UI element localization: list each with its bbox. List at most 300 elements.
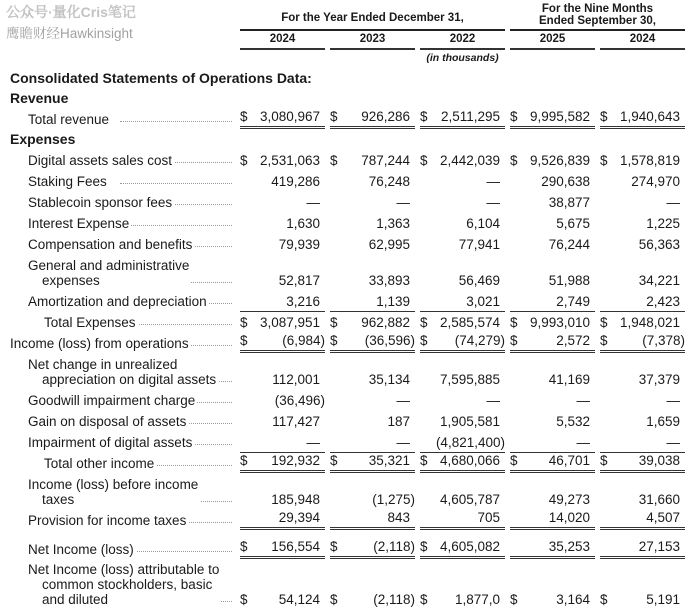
- dollar-sign: $: [330, 109, 338, 124]
- value-cell: [510, 353, 595, 389]
- value-text: 41,169: [548, 372, 590, 387]
- value-cell: [420, 311, 505, 332]
- row-label-text: Total other income: [44, 456, 155, 471]
- value-text: 787,244: [361, 153, 410, 168]
- dollar-sign: $: [510, 315, 518, 330]
- row-label-text: Income (loss) from operations: [10, 336, 189, 351]
- value-text: 35,134: [368, 372, 410, 387]
- dollar-sign: $: [600, 333, 608, 348]
- value-text: 274,970: [631, 174, 680, 189]
- value-text: (7,378): [642, 333, 685, 348]
- value-cell: [420, 254, 505, 290]
- row-label: [0, 393, 236, 408]
- table-row: [0, 290, 700, 311]
- value-text: 290,638: [541, 174, 590, 189]
- value-cell: [510, 212, 595, 233]
- value-text: 1,225: [646, 216, 680, 231]
- value-cell: [420, 149, 505, 170]
- row-label: [10, 132, 510, 147]
- value-cell: [600, 191, 685, 212]
- row-label-text: Compensation and benefits: [28, 237, 193, 252]
- value-cell: [240, 452, 325, 473]
- dollar-sign: $: [240, 592, 248, 607]
- value-cell: [330, 452, 415, 473]
- value-text: 9,526,839: [529, 153, 590, 168]
- value-text: 39,038: [638, 453, 680, 468]
- dollar-sign: $: [510, 109, 518, 124]
- row-label-text: and diluted: [42, 592, 109, 607]
- row-label: [0, 294, 236, 309]
- value-text: —: [666, 435, 680, 450]
- value-cell: [240, 559, 325, 609]
- value-text: —: [666, 195, 680, 210]
- value-text: 9,995,582: [529, 109, 590, 124]
- dot-leader: [120, 183, 232, 184]
- value-text: (36,596): [364, 333, 415, 348]
- row-label: [10, 91, 510, 106]
- value-cell: [240, 212, 325, 233]
- row-label: [0, 112, 236, 127]
- value-cell: [510, 559, 595, 609]
- value-cell: [330, 149, 415, 170]
- dollar-sign: $: [330, 539, 338, 554]
- value-cell: [510, 389, 595, 410]
- value-cell: [600, 389, 685, 410]
- value-text: —: [396, 435, 410, 450]
- row-label-text: Goodwill impairment charge: [28, 393, 196, 408]
- value-text: 14,020: [548, 510, 590, 525]
- value-cell: [240, 254, 325, 290]
- value-text: 2,423: [646, 294, 680, 309]
- value-text: 926,286: [361, 109, 410, 124]
- row-label: [0, 258, 236, 288]
- table-row: [0, 353, 700, 389]
- dollar-sign: $: [240, 453, 248, 468]
- year-header: 2024: [269, 33, 296, 45]
- value-text: 3,164: [556, 592, 590, 607]
- row-label-text: Revenue: [10, 90, 69, 106]
- row-label-text: Interest Expense: [28, 216, 130, 231]
- watermark-corner: 鹰瞻财经Hawkinsight: [6, 26, 133, 41]
- row-label-text: Total revenue: [28, 112, 110, 127]
- row-label: [0, 237, 236, 252]
- dollar-sign: $: [600, 153, 608, 168]
- value-text: 2,511,295: [440, 109, 500, 124]
- year-rule: [420, 48, 505, 50]
- value-cell: [420, 410, 505, 431]
- value-cell: [420, 332, 505, 353]
- value-cell: [330, 191, 415, 212]
- value-cell: [330, 108, 415, 129]
- value-cell: [420, 353, 505, 389]
- row-label-text: Provision for income taxes: [28, 513, 187, 528]
- value-cell: [600, 410, 685, 431]
- row-label-text: Income (loss) before income: [28, 477, 199, 492]
- table-row: [0, 108, 700, 129]
- value-cell: [600, 538, 685, 559]
- value-cell: [330, 473, 415, 509]
- value-cell: [420, 431, 505, 452]
- dollar-sign: $: [240, 315, 248, 330]
- value-cell: [510, 452, 595, 473]
- table-row: [0, 149, 700, 170]
- value-text: 5,532: [556, 414, 590, 429]
- value-text: 5,191: [646, 592, 680, 607]
- value-cell: [510, 509, 595, 530]
- value-text: (4,821,400): [435, 435, 505, 450]
- dollar-sign: $: [240, 153, 248, 168]
- value-cell: [240, 538, 325, 559]
- value-text: 2,572: [556, 333, 590, 348]
- value-cell: [510, 233, 595, 254]
- value-text: 1,940,643: [619, 109, 680, 124]
- value-cell: [600, 311, 685, 332]
- value-cell: [510, 311, 595, 332]
- value-text: 2,442,039: [439, 153, 500, 168]
- value-text: —: [486, 393, 500, 408]
- value-cell: [420, 509, 505, 530]
- value-cell: [510, 254, 595, 290]
- value-cell: [420, 191, 505, 212]
- table-row: [0, 473, 700, 509]
- value-cell: [600, 290, 685, 311]
- value-cell: [330, 509, 415, 530]
- value-cell: [420, 290, 505, 311]
- dollar-sign: $: [420, 539, 428, 554]
- dot-leader: [120, 121, 232, 122]
- value-text: —: [306, 435, 320, 450]
- value-cell: [600, 353, 685, 389]
- value-text: 35,253: [548, 539, 590, 554]
- value-text: 1,659: [646, 414, 680, 429]
- value-cell: [330, 290, 415, 311]
- row-label: [0, 336, 236, 351]
- value-text: 1,363: [376, 216, 410, 231]
- row-label-text: Impairment of digital assets: [28, 435, 193, 450]
- row-label-text: Net Income (loss) attributable to: [28, 562, 220, 577]
- row-label-text: Net change in unrealized: [28, 357, 178, 372]
- value-text: 1,578,819: [619, 153, 680, 168]
- dollar-sign: $: [420, 109, 428, 124]
- nine-months-header: [510, 3, 685, 27]
- value-text: 3,021: [466, 294, 500, 309]
- value-text: 192,932: [271, 453, 320, 468]
- value-text: —: [486, 195, 500, 210]
- value-cell: [240, 290, 325, 311]
- row-label: [0, 174, 236, 189]
- dollar-sign: $: [600, 453, 608, 468]
- value-cell: [330, 410, 415, 431]
- value-text: 51,988: [548, 273, 590, 288]
- value-text: 1,905,581: [439, 414, 500, 429]
- value-text: 4,680,066: [439, 453, 500, 468]
- year-header: 2025: [539, 33, 566, 45]
- value-cell: [330, 538, 415, 559]
- value-cell: [330, 170, 415, 191]
- dot-leader: [120, 225, 232, 226]
- value-text: 6,104: [466, 216, 500, 231]
- value-cell: [240, 332, 325, 353]
- value-text: 79,939: [278, 237, 320, 252]
- dollar-sign: $: [510, 153, 518, 168]
- value-cell: [420, 233, 505, 254]
- value-text: 962,882: [361, 315, 410, 330]
- value-cell: [600, 509, 685, 530]
- value-text: 76,248: [368, 174, 410, 189]
- value-text: 3,087,951: [259, 315, 320, 330]
- value-text: —: [396, 393, 410, 408]
- header-rule: [510, 29, 685, 31]
- nine-months-header-line1: For the Nine Months: [541, 3, 654, 15]
- value-cell: [420, 212, 505, 233]
- dollar-sign: $: [420, 153, 428, 168]
- table-row: [0, 332, 700, 353]
- year-rule: [600, 48, 685, 50]
- dollar-sign: $: [330, 453, 338, 468]
- value-text: 1,948,021: [619, 315, 680, 330]
- dollar-sign: $: [510, 453, 518, 468]
- watermark: 公众号·量化Cris笔记: [6, 4, 136, 20]
- value-cell: [510, 473, 595, 509]
- header-rule: [240, 29, 505, 31]
- value-cell: [420, 170, 505, 191]
- row-label-text: taxes: [42, 492, 75, 507]
- value-cell: [240, 431, 325, 452]
- value-cell: [600, 233, 685, 254]
- year-header: 2022: [449, 33, 476, 45]
- value-cell: [510, 170, 595, 191]
- value-cell: [240, 473, 325, 509]
- row-label-text: Consolidated Statements of Operations Data:: [10, 70, 312, 86]
- table-row: [0, 431, 700, 452]
- value-text: 185,948: [271, 492, 320, 507]
- value-cell: [330, 254, 415, 290]
- dollar-sign: $: [330, 315, 338, 330]
- value-cell: [240, 233, 325, 254]
- table-row: [0, 410, 700, 431]
- section-heading-row: [0, 88, 700, 108]
- value-cell: [240, 509, 325, 530]
- value-text: 2,585,574: [439, 315, 500, 330]
- value-cell: [600, 473, 685, 509]
- table-row: [0, 233, 700, 254]
- value-text: 419,286: [271, 174, 320, 189]
- value-text: 4,605,787: [439, 492, 500, 507]
- value-text: 705: [477, 510, 500, 525]
- value-text: 49,273: [548, 492, 590, 507]
- value-text: 4,605,082: [439, 539, 500, 554]
- table-row: [0, 509, 700, 530]
- value-cell: [420, 452, 505, 473]
- value-cell: [420, 559, 505, 609]
- row-label: [0, 315, 236, 330]
- value-cell: [420, 389, 505, 410]
- value-text: 2,749: [556, 294, 590, 309]
- value-text: 4,507: [646, 510, 680, 525]
- value-text: 187: [387, 414, 410, 429]
- table-row: [0, 452, 700, 473]
- value-cell: [240, 170, 325, 191]
- row-label-text: General and administrative: [28, 258, 190, 273]
- value-text: —: [306, 195, 320, 210]
- value-text: 76,244: [548, 237, 590, 252]
- value-cell: [240, 389, 325, 410]
- row-label: [0, 477, 236, 507]
- dollar-sign: $: [600, 592, 608, 607]
- value-cell: [600, 254, 685, 290]
- value-text: 46,701: [548, 453, 590, 468]
- section-heading-row: [0, 129, 700, 149]
- value-text: 56,469: [458, 273, 500, 288]
- value-cell: [330, 332, 415, 353]
- dollar-sign: $: [600, 315, 608, 330]
- value-text: 33,893: [368, 273, 410, 288]
- row-label: [0, 542, 236, 557]
- value-text: —: [576, 393, 590, 408]
- value-cell: [600, 559, 685, 609]
- value-cell: [600, 149, 685, 170]
- value-text: —: [486, 174, 500, 189]
- value-text: 62,995: [368, 237, 410, 252]
- value-cell: [510, 538, 595, 559]
- value-text: 56,363: [638, 237, 680, 252]
- value-cell: [330, 233, 415, 254]
- year-rule: [240, 48, 325, 50]
- value-text: 52,817: [278, 273, 320, 288]
- value-text: —: [576, 435, 590, 450]
- table-row: [0, 191, 700, 212]
- value-cell: [330, 389, 415, 410]
- value-text: 9,993,010: [529, 315, 590, 330]
- row-label: [10, 71, 510, 86]
- value-text: (2,118): [373, 592, 415, 607]
- value-text: —: [396, 195, 410, 210]
- year-group-header: For the Year Ended December 31,: [281, 12, 464, 24]
- value-cell: [240, 353, 325, 389]
- value-cell: [420, 108, 505, 129]
- table-row: [0, 254, 700, 290]
- value-text: 27,153: [638, 539, 680, 554]
- value-text: 7,595,885: [439, 372, 500, 387]
- value-cell: [330, 311, 415, 332]
- value-text: 112,001: [272, 372, 320, 387]
- value-text: 3,216: [286, 294, 320, 309]
- dollar-sign: $: [240, 539, 248, 554]
- value-cell: [420, 473, 505, 509]
- row-label: [0, 435, 236, 450]
- dollar-sign: $: [420, 315, 428, 330]
- row-label-text: Expenses: [10, 131, 76, 147]
- nine-months-header-line2: Ended September 30,: [539, 15, 656, 27]
- value-text: 54,124: [278, 592, 320, 607]
- row-label: [0, 562, 236, 607]
- table-row: [0, 538, 700, 559]
- year-header: 2023: [359, 33, 386, 45]
- value-cell: [600, 170, 685, 191]
- value-text: 1,877,0: [454, 592, 500, 607]
- table-row: [0, 212, 700, 233]
- dollar-sign: $: [330, 153, 338, 168]
- value-cell: [510, 431, 595, 452]
- row-label: [0, 216, 236, 231]
- year-header: 2024: [629, 33, 656, 45]
- row-label-text: appreciation on digital assets: [42, 372, 217, 387]
- year-rule: [510, 48, 595, 50]
- section-heading-row: [0, 68, 700, 88]
- table-row: [0, 311, 700, 332]
- value-text: (2,118): [373, 539, 415, 554]
- value-text: 29,394: [278, 510, 320, 525]
- value-cell: [240, 410, 325, 431]
- row-label: [0, 195, 236, 210]
- value-cell: [510, 191, 595, 212]
- value-text: 77,941: [458, 237, 500, 252]
- value-text: 843: [387, 510, 410, 525]
- row-label-text: Stablecoin sponsor fees: [28, 195, 173, 210]
- value-text: 37,379: [638, 372, 680, 387]
- value-text: 31,660: [638, 492, 680, 507]
- value-cell: [330, 559, 415, 609]
- dollar-sign: $: [330, 333, 338, 348]
- value-text: (6,984): [282, 333, 325, 348]
- row-label-text: Digital assets sales cost: [28, 153, 173, 168]
- row-label-text: Staking Fees: [28, 174, 107, 189]
- row-label-text: expenses: [42, 273, 100, 288]
- value-text: 34,221: [638, 273, 680, 288]
- value-text: 1,139: [376, 294, 410, 309]
- value-cell: [600, 332, 685, 353]
- table-row: [0, 559, 700, 609]
- row-label-text: Total Expenses: [44, 315, 136, 330]
- value-text: 35,321: [368, 453, 410, 468]
- row-label-text: Net Income (loss): [28, 542, 134, 557]
- year-rule: [330, 48, 415, 50]
- row-label-text: Gain on disposal of assets: [28, 414, 187, 429]
- dollar-sign: $: [510, 592, 518, 607]
- table-row: [0, 389, 700, 410]
- value-cell: [330, 353, 415, 389]
- dot-leader: [120, 551, 232, 552]
- value-cell: [240, 191, 325, 212]
- value-cell: [510, 410, 595, 431]
- value-cell: [330, 431, 415, 452]
- dollar-sign: $: [330, 592, 338, 607]
- value-text: 3,080,967: [259, 109, 320, 124]
- row-label: [0, 153, 236, 168]
- dollar-sign: $: [420, 333, 428, 348]
- value-cell: [420, 538, 505, 559]
- value-cell: [510, 290, 595, 311]
- value-text: —: [666, 393, 680, 408]
- dollar-sign: $: [240, 333, 248, 348]
- value-text: 156,554: [271, 539, 320, 554]
- dollar-sign: $: [420, 592, 428, 607]
- row-label: [0, 414, 236, 429]
- value-text: 38,877: [548, 195, 590, 210]
- value-cell: [240, 311, 325, 332]
- dollar-sign: $: [420, 453, 428, 468]
- dollar-sign: $: [240, 109, 248, 124]
- value-text: (36,496): [274, 393, 325, 408]
- row-label-text: common stockholders, basic: [42, 577, 213, 592]
- dollar-sign: $: [600, 109, 608, 124]
- value-cell: [510, 332, 595, 353]
- units-note: (in thousands): [426, 52, 499, 64]
- value-cell: [330, 212, 415, 233]
- value-cell: [240, 149, 325, 170]
- value-cell: [600, 452, 685, 473]
- value-cell: [510, 108, 595, 129]
